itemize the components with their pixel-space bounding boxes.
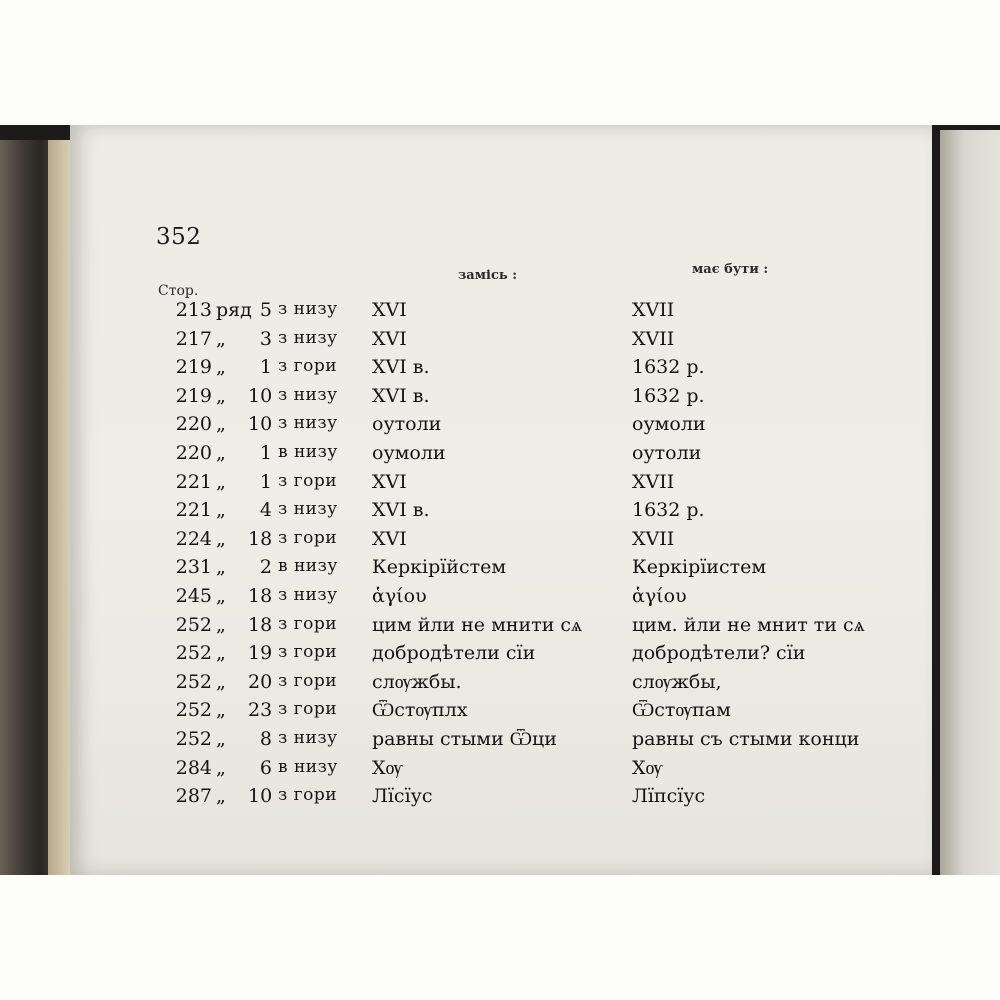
row-direction: з гори [278, 470, 338, 491]
row-instead-text: XVI [372, 470, 407, 493]
row-direction: з низу [278, 585, 338, 605]
row-page-number: 252 [175, 613, 212, 636]
row-line-number: 10 [248, 785, 273, 808]
row-should-be-text: 1632 р. [632, 499, 705, 522]
row-line-word: „ [216, 670, 226, 693]
row-direction: з гори [278, 613, 338, 634]
row-should-be-text: XVII [632, 299, 675, 321]
row-direction: з гори [278, 527, 338, 548]
row-should-be-text: добродѣтели? сїи [632, 642, 806, 665]
row-instead-text: равны стыми Ѿци [372, 728, 557, 750]
row-line-number: 10 [248, 384, 273, 407]
page-number: 352 [156, 224, 202, 250]
row-line-number: 3 [259, 327, 272, 350]
row-instead-text: оумоли [372, 442, 446, 464]
row-page-number: 219 [175, 356, 212, 379]
errata-row [0, 528, 940, 556]
row-should-be-text: оутоли [632, 442, 702, 464]
row-line-word: „ [216, 356, 226, 379]
row-instead-text: Ѿстѹплх [372, 699, 468, 722]
row-line-number: 20 [248, 670, 273, 693]
errata-row [0, 442, 940, 470]
row-page-number: 252 [175, 642, 212, 665]
errata-row [0, 499, 940, 527]
row-should-be-text: XVII [632, 470, 675, 493]
errata-row [0, 356, 940, 384]
row-direction: з низу [278, 327, 338, 348]
errata-row [0, 328, 940, 356]
row-page-number: 219 [175, 384, 212, 407]
row-line-number: 23 [248, 699, 273, 722]
row-direction: в низу [278, 556, 338, 577]
row-line-word: „ [216, 470, 226, 493]
row-direction: з низу [278, 728, 338, 748]
row-should-be-text: Лїпсїус [632, 785, 706, 808]
row-should-be-text: Керкірїистем [632, 556, 767, 579]
row-direction: з гори [278, 356, 338, 377]
errata-row [0, 556, 940, 584]
row-page-number: 224 [175, 527, 212, 550]
errata-row [0, 585, 940, 613]
row-should-be-text: XVII [632, 527, 675, 550]
errata-row [0, 785, 940, 813]
row-direction: з низу [278, 499, 338, 520]
row-line-word: „ [216, 642, 226, 665]
row-instead-text: ἁγίου [372, 585, 427, 607]
row-should-be-text: Хѹ [632, 756, 663, 779]
row-page-number: 213 [175, 299, 212, 321]
row-line-number: 19 [248, 642, 273, 665]
row-line-word: „ [216, 785, 226, 808]
row-instead-text: XVI в. [372, 499, 430, 522]
errata-row [0, 299, 940, 327]
row-direction: з гори [278, 642, 338, 663]
errata-row [0, 699, 940, 727]
row-instead-text: XVI [372, 299, 407, 321]
errata-row [0, 757, 940, 785]
row-line-number: 2 [259, 556, 272, 579]
row-instead-text: Хѹ [372, 756, 403, 779]
row-line-number: 18 [248, 527, 273, 550]
row-line-word: „ [216, 728, 226, 750]
row-should-be-text: ἁγίου [632, 585, 687, 607]
row-line-number: 1 [259, 356, 272, 379]
row-page-number: 252 [175, 699, 212, 722]
errata-row [0, 471, 940, 499]
row-line-word: „ [216, 327, 226, 350]
errata-row [0, 614, 940, 642]
row-instead-text: оутоли [372, 413, 442, 436]
row-line-number: 8 [259, 728, 272, 750]
row-instead-text: XVI в. [372, 356, 430, 379]
errata-row [0, 728, 940, 756]
row-page-number: 221 [175, 470, 212, 493]
row-page-number: 252 [175, 728, 212, 750]
row-should-be-text: равны съ стыми конци [632, 728, 860, 750]
errata-row [0, 642, 940, 670]
row-line-number: 1 [259, 442, 272, 464]
row-instead-text: XVI [372, 527, 407, 550]
row-page-number: 217 [175, 327, 212, 350]
row-line-word: ряд [216, 299, 252, 321]
row-instead-text: XVI [372, 327, 407, 350]
row-page-number: 220 [175, 413, 212, 436]
row-direction: з гори [278, 699, 338, 720]
row-page-number: 221 [175, 499, 212, 522]
row-line-word: „ [216, 613, 226, 636]
row-line-number: 5 [259, 299, 272, 321]
row-line-word: „ [216, 756, 226, 779]
row-direction: в низу [278, 442, 338, 462]
row-instead-text: цим йли не мнити сѧ [372, 613, 583, 636]
row-direction: з низу [278, 413, 338, 434]
row-line-word: „ [216, 499, 226, 522]
row-line-number: 4 [259, 499, 272, 522]
row-should-be-text: 1632 р. [632, 384, 705, 407]
row-line-number: 10 [248, 413, 273, 436]
row-page-number: 220 [175, 442, 212, 464]
row-direction: в низу [278, 756, 338, 777]
row-should-be-text: слѹжбы, [632, 670, 722, 693]
row-line-word: „ [216, 413, 226, 436]
row-line-word: „ [216, 585, 226, 607]
errata-row [0, 385, 940, 413]
row-instead-text: Керкірїйстем [372, 556, 507, 579]
row-page-number: 287 [175, 785, 212, 808]
row-page-number: 252 [175, 670, 212, 693]
row-should-be-text: оумоли [632, 413, 706, 436]
row-direction: з гори [278, 670, 338, 691]
row-direction: з низу [278, 299, 338, 319]
row-line-word: „ [216, 384, 226, 407]
row-line-word: „ [216, 699, 226, 722]
row-instead-text: XVI в. [372, 384, 430, 407]
row-should-be-text: XVII [632, 327, 675, 350]
row-instead-text: слѹжбы. [372, 670, 462, 693]
header-page: Стор. [158, 283, 199, 299]
row-line-number: 1 [259, 470, 272, 493]
next-page-edge [940, 130, 1000, 875]
row-should-be-text: 1632 р. [632, 356, 705, 379]
header-should-be: має бути : [692, 262, 769, 277]
row-page-number: 284 [175, 756, 212, 779]
row-line-number: 18 [248, 613, 273, 636]
row-line-number: 6 [259, 756, 272, 779]
row-page-number: 231 [175, 556, 212, 579]
row-instead-text: Лїсїус [372, 785, 433, 808]
header-instead: замісь : [458, 268, 518, 283]
row-direction: з низу [278, 384, 338, 405]
errata-row [0, 413, 940, 441]
row-instead-text: добродѣтели сїи [372, 642, 536, 665]
row-should-be-text: цим. йли не мнит ти сѧ [632, 613, 865, 636]
row-direction: з гори [278, 785, 338, 806]
errata-row [0, 671, 940, 699]
row-line-word: „ [216, 556, 226, 579]
row-page-number: 245 [175, 585, 212, 607]
row-line-number: 18 [248, 585, 273, 607]
row-should-be-text: Ѿстѹпам [632, 699, 731, 722]
row-line-word: „ [216, 442, 226, 464]
row-line-word: „ [216, 527, 226, 550]
